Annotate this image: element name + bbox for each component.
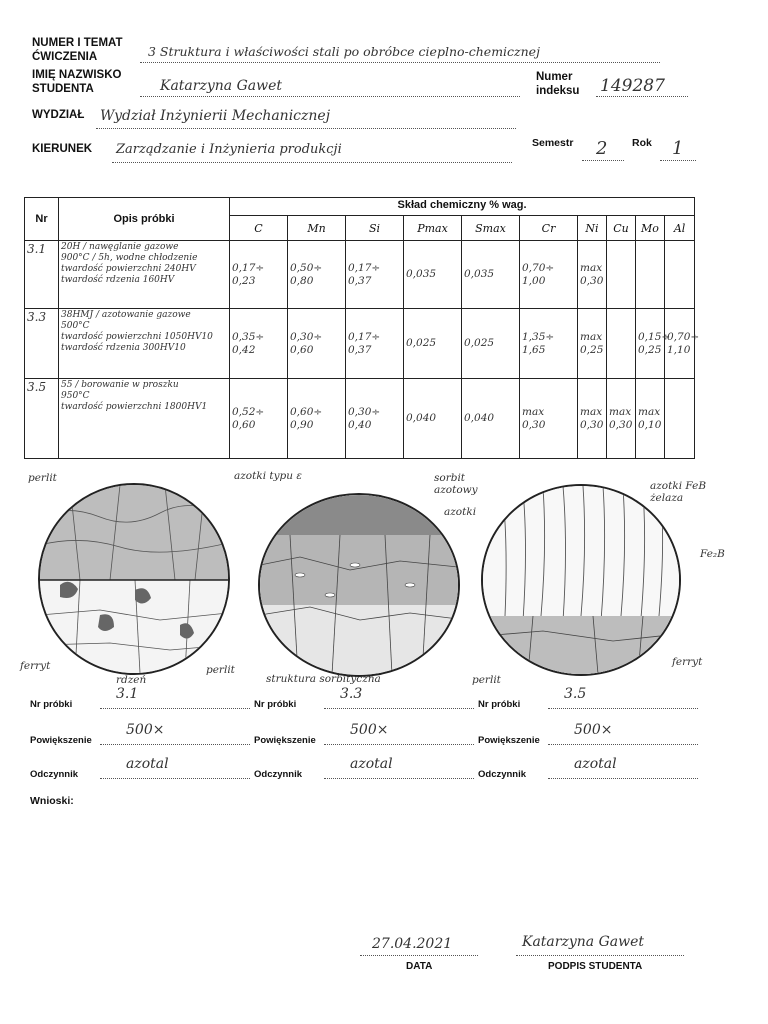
sklad-header: Skład chemiczny % wag.	[230, 198, 695, 216]
row-value	[636, 241, 665, 309]
row-value: max 0,30	[578, 241, 607, 309]
row-value: 0,52÷ 0,60	[230, 379, 288, 459]
row-opis: 55 / borowanie w proszku 950°C twardość powierzchni 1800HV1	[59, 379, 230, 459]
element-header: Mn	[288, 216, 346, 241]
signature-value: Katarzyna Gawet	[522, 934, 644, 950]
sample-odczynnik-line	[548, 778, 698, 779]
numer-temat-value: 3 Struktura i właściwości stali po obróbce cieplno-chemicznej	[148, 44, 540, 59]
sample-nr-label: Nr próbki	[254, 699, 297, 710]
indeks-line	[596, 96, 688, 97]
sample-pow-value: 500×	[574, 722, 613, 738]
row-value: 0,040	[404, 379, 462, 459]
row-value: 0,30÷ 0,60	[288, 309, 346, 379]
row-nr: 3.5	[25, 379, 59, 459]
element-header: Al	[665, 216, 695, 241]
row-value: max 0,30	[607, 379, 636, 459]
row-value: 1,35÷ 1,65	[520, 309, 578, 379]
row-value: 0,17÷ 0,37	[346, 241, 404, 309]
table-row	[25, 241, 695, 309]
sample-odczynnik-value: azotal	[350, 756, 393, 772]
anno-3-3-azotki: azotki	[444, 506, 477, 518]
micrograph-3-5-drawing	[483, 486, 679, 674]
row-value: 0,35÷ 0,42	[230, 309, 288, 379]
wydzial-line	[96, 128, 516, 129]
numer-temat-line	[140, 62, 660, 63]
anno-3-1-rdzen: rdzeń	[116, 674, 147, 686]
micrograph-3-3	[258, 493, 460, 677]
anno-3-3-sorbit: sorbit azotowy	[434, 472, 478, 496]
sample-odczynnik-line	[100, 778, 250, 779]
sample-pow-value: 500×	[126, 722, 165, 738]
imie-label: IMIĘ NAZWISKO STUDENTA	[32, 69, 122, 95]
row-opis: 38HMJ / azotowanie gazowe 500°C twardość powierzchni 1050HV10 twardość rdzenia 300HV10	[59, 309, 230, 379]
table-row	[25, 379, 695, 459]
anno-3-1-perlit-bottom: perlit	[206, 664, 235, 676]
semestr-label: Semestr	[532, 137, 574, 149]
wnioski-label: Wnioski:	[30, 795, 74, 807]
sample-pow-label: Powiększenie	[478, 735, 540, 746]
row-value	[607, 309, 636, 379]
sample-nr-label: Nr próbki	[478, 699, 521, 710]
row-value: max 0,10	[636, 379, 665, 459]
anno-3-3-struktura: struktura sorbityczna	[266, 673, 381, 685]
anno-3-5-fe2b: Fe₂B	[700, 548, 725, 560]
micrograph-3-5	[481, 484, 681, 676]
sample-odczynnik-label: Odczynnik	[478, 769, 527, 780]
element-header: Smax	[462, 216, 520, 241]
row-opis: 20H / nawęglanie gazowe 900°C / 5h, wodne chłodzenie twardość powierzchni 240HV twardość rdzenia 160HV	[59, 241, 230, 309]
imie-value: Katarzyna Gawet	[160, 78, 282, 94]
anno-3-1-perlit-top: perlit	[28, 472, 57, 484]
sample-nr-label: Nr próbki	[30, 699, 73, 710]
row-value	[665, 379, 695, 459]
opis-header: Opis próbki	[59, 198, 230, 241]
composition-table	[24, 197, 700, 459]
sample-nr-line	[324, 708, 474, 709]
row-value: 0,15÷ 0,25	[636, 309, 665, 379]
row-value: 0,70÷ 1,00	[520, 241, 578, 309]
row-value: max 0,25	[578, 309, 607, 379]
row-value	[607, 241, 636, 309]
date-label: DATA	[406, 961, 433, 972]
sample-odczynnik-label: Odczynnik	[30, 769, 79, 780]
sample-pow-label: Powiększenie	[30, 735, 92, 746]
sample-nr-line	[100, 708, 250, 709]
nr-header: Nr	[25, 198, 59, 241]
element-header: Mo	[636, 216, 665, 241]
row-value: max 0,30	[520, 379, 578, 459]
kierunek-value: Zarządzanie i Inżynieria produkcji	[116, 142, 342, 157]
sample-odczynnik-value: azotal	[574, 756, 617, 772]
wydzial-label: WYDZIAŁ	[32, 109, 85, 121]
anno-3-5-ferryt: ferryt	[672, 656, 703, 668]
row-value: 0,30÷ 0,40	[346, 379, 404, 459]
indeks-label: Numer indeksu	[536, 71, 580, 97]
kierunek-line	[112, 162, 512, 163]
signature-line	[516, 955, 684, 956]
sample-pow-line	[100, 744, 250, 745]
row-value: 0,50÷ 0,80	[288, 241, 346, 309]
sample-pow-line	[548, 744, 698, 745]
sample-pow-line	[324, 744, 474, 745]
numer-temat-label: NUMER I TEMAT ĆWICZENIA	[32, 37, 123, 63]
row-value: 0,70÷ 1,10	[665, 309, 695, 379]
date-value: 27.04.2021	[372, 936, 453, 952]
micrograph-3-3-drawing	[260, 495, 458, 675]
micrograph-3-1-drawing	[40, 485, 228, 673]
row-value: max 0,30	[578, 379, 607, 459]
rok-label: Rok	[632, 137, 652, 149]
sample-pow-label: Powiększenie	[254, 735, 316, 746]
element-header: Si	[346, 216, 404, 241]
row-nr: 3.3	[25, 309, 59, 379]
element-header: C	[230, 216, 288, 241]
anno-3-5-perlit: perlit	[472, 674, 501, 686]
semestr-line	[582, 160, 624, 161]
sample-pow-value: 500×	[350, 722, 389, 738]
sample-odczynnik-value: azotal	[126, 756, 169, 772]
signature-label: PODPIS STUDENTA	[548, 961, 643, 972]
table-row	[25, 309, 695, 379]
row-nr: 3.1	[25, 241, 59, 309]
sample-nr-value: 3.3	[340, 686, 363, 702]
kierunek-label: KIERUNEK	[32, 143, 93, 155]
sample-nr-value: 3.5	[564, 686, 587, 702]
indeks-value: 149287	[600, 76, 665, 96]
sample-nr-value: 3.1	[116, 686, 139, 702]
sample-odczynnik-label: Odczynnik	[254, 769, 303, 780]
row-value	[665, 241, 695, 309]
row-value: 0,035	[462, 241, 520, 309]
element-header: Ni	[578, 216, 607, 241]
imie-line	[140, 96, 520, 97]
sample-nr-line	[548, 708, 698, 709]
row-value: 0,17÷ 0,37	[346, 309, 404, 379]
row-value: 0,035	[404, 241, 462, 309]
anno-3-1-ferryt: ferryt	[20, 660, 51, 672]
anno-3-3-azotki-e: azotki typu ε	[234, 470, 302, 482]
row-value: 0,17÷ 0,23	[230, 241, 288, 309]
row-value: 0,60÷ 0,90	[288, 379, 346, 459]
row-value: 0,025	[404, 309, 462, 379]
rok-line	[660, 160, 696, 161]
element-header: Cr	[520, 216, 578, 241]
date-line	[360, 955, 478, 956]
row-value: 0,040	[462, 379, 520, 459]
element-header: Cu	[607, 216, 636, 241]
rok-value: 1	[672, 138, 684, 159]
element-header: Pmax	[404, 216, 462, 241]
anno-3-5-feb: azotki FeB żelaza	[650, 480, 707, 504]
wydzial-value: Wydział Inżynierii Mechanicznej	[100, 108, 331, 124]
micrograph-3-1	[38, 483, 230, 675]
semestr-value: 2	[596, 138, 608, 159]
sample-odczynnik-line	[324, 778, 474, 779]
row-value: 0,025	[462, 309, 520, 379]
